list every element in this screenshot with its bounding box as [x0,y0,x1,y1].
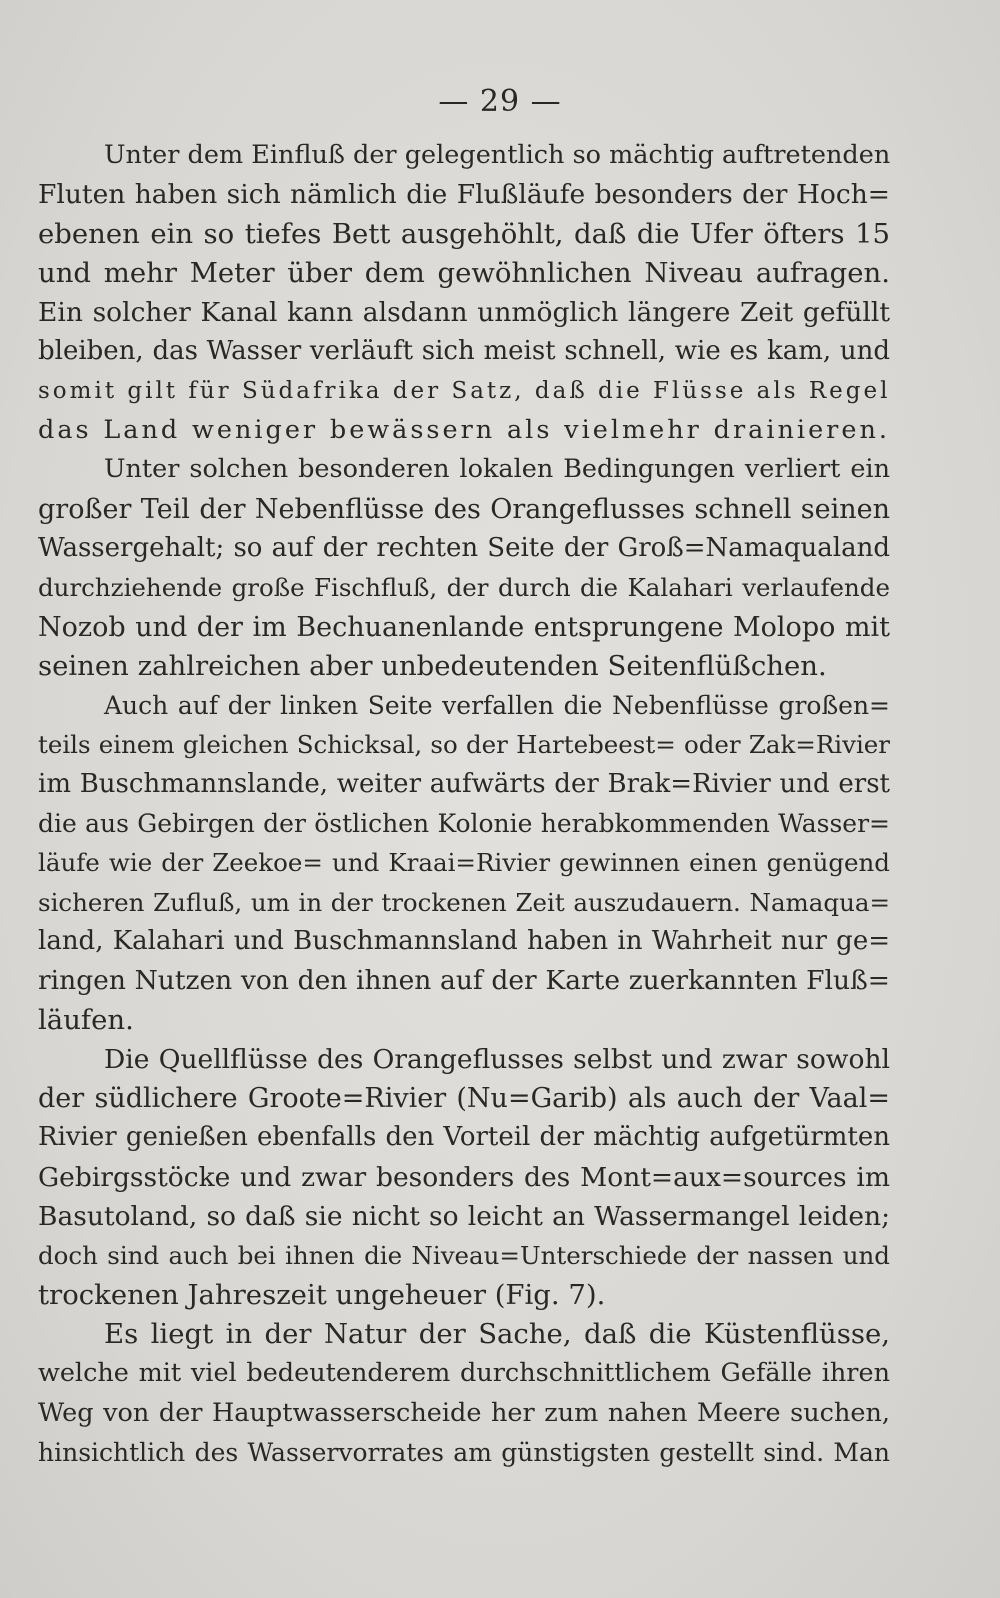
page-number: — 29 — [438,84,562,119]
text-line: und mehr Meter über dem gewöhnlichen Niveau aufragen. [38,256,890,289]
text-line: teils einem gleichen Schicksal, so der Hartebeest= oder Zak=Rivier [38,730,890,760]
text-line: Die Quellflüsse des Orangeflusses selbst und zwar sowohl [104,1043,890,1075]
text-line: Unter dem Einfluß der gelegentlich so mächtig auftretenden [104,140,891,170]
text-line: hinsichtlich des Wasservorrates am günstigsten gestellt sind. Man [38,1437,890,1467]
paragraph-2 [38,450,890,686]
text-line: sicheren Zufluß, um in der trockenen Zeit auszudauern. Namaqua= [38,887,890,917]
paragraph-5 [38,1315,890,1472]
text-line: Rivier genießen ebenfalls den Vorteil der mächtig aufgetürmten [38,1122,890,1153]
text-line: welche mit viel bedeutenderem durchschnittlichem Gefälle ihren [38,1358,890,1389]
text-line: Weg von der Hauptwasserscheide her zum nahen Meere suchen, [38,1397,890,1428]
text-line: Basutoland, so daß sie nicht so leicht an Wassermangel leiden; [38,1201,890,1233]
text-line: ebenen ein so tiefes Bett ausgehöhlt, daß die Ufer öfters 15 [38,217,890,250]
text-line: seinen zahlreichen aber unbedeutenden Seitenflüßchen. [38,649,827,682]
text-line: doch sind auch bei ihnen die Niveau=Unterschiede der nassen und [38,1241,890,1271]
text-line: Nozob und der im Bechuanenlande entsprungene Molopo mit [38,611,890,643]
text-line: läufen. [38,1003,134,1036]
text-line: bleiben, das Wasser verläuft sich meist schnell, wie es kam, und [38,336,890,367]
text-line: im Buschmannslande, weiter aufwärts der Brak=Rivier und erst [38,768,890,799]
text-line: trockenen Jahreszeit ungeheuer (Fig. 7). [38,1278,606,1311]
text-line: Auch auf der linken Seite verfallen die Nebenflüsse großen= [104,691,890,721]
text-line: Wassergehalt; so auf der rechten Seite der Groß=Namaqualand [38,532,890,563]
text-line: läufe wie der Zeekoe= und Kraai=Rivier gewinnen einen genügend [38,848,890,878]
paragraph-4 [38,1040,890,1315]
text-line: Gebirgsstöcke und zwar besonders des Mont=aux=sources im [38,1161,890,1193]
text-line: durchziehende große Fischfluß, der durch die Kalahari verlaufende [38,573,890,603]
body-text [38,136,890,1472]
text-line: land, Kalahari und Buschmannsland haben in Wahrheit nur ge= [38,925,890,956]
text-line: Ein solcher Kanal kann alsdann unmöglich längere Zeit gefüllt [38,297,890,329]
text-line: ringen Nutzen von den ihnen auf der Karte zuerkannten Fluß= [38,965,890,997]
paragraph-1 [38,136,890,450]
text-line: Es liegt in der Natur der Sache, daß die Küstenflüsse, [104,1317,890,1350]
text-line: die aus Gebirgen der östlichen Kolonie herabkommenden Wasser= [38,809,890,839]
text-line: der südlichere Groote=Rivier (Nu=Garib) als auch der Vaal= [38,1083,890,1115]
text-line: Unter solchen besonderen lokalen Bedingungen verliert ein [104,454,890,485]
text-line: somit gilt für Südafrika der Satz, daß die Flüsse als Regel [38,377,891,404]
text-line: das Land weniger bewässern als vielmehr drainieren. [38,415,890,446]
paragraph-3 [38,686,890,1040]
text-line: großer Teil der Nebenflüsse des Orangeflusses schnell seinen [38,493,890,525]
text-line: Fluten haben sich nämlich die Flußläufe besonders der Hoch= [38,179,890,211]
